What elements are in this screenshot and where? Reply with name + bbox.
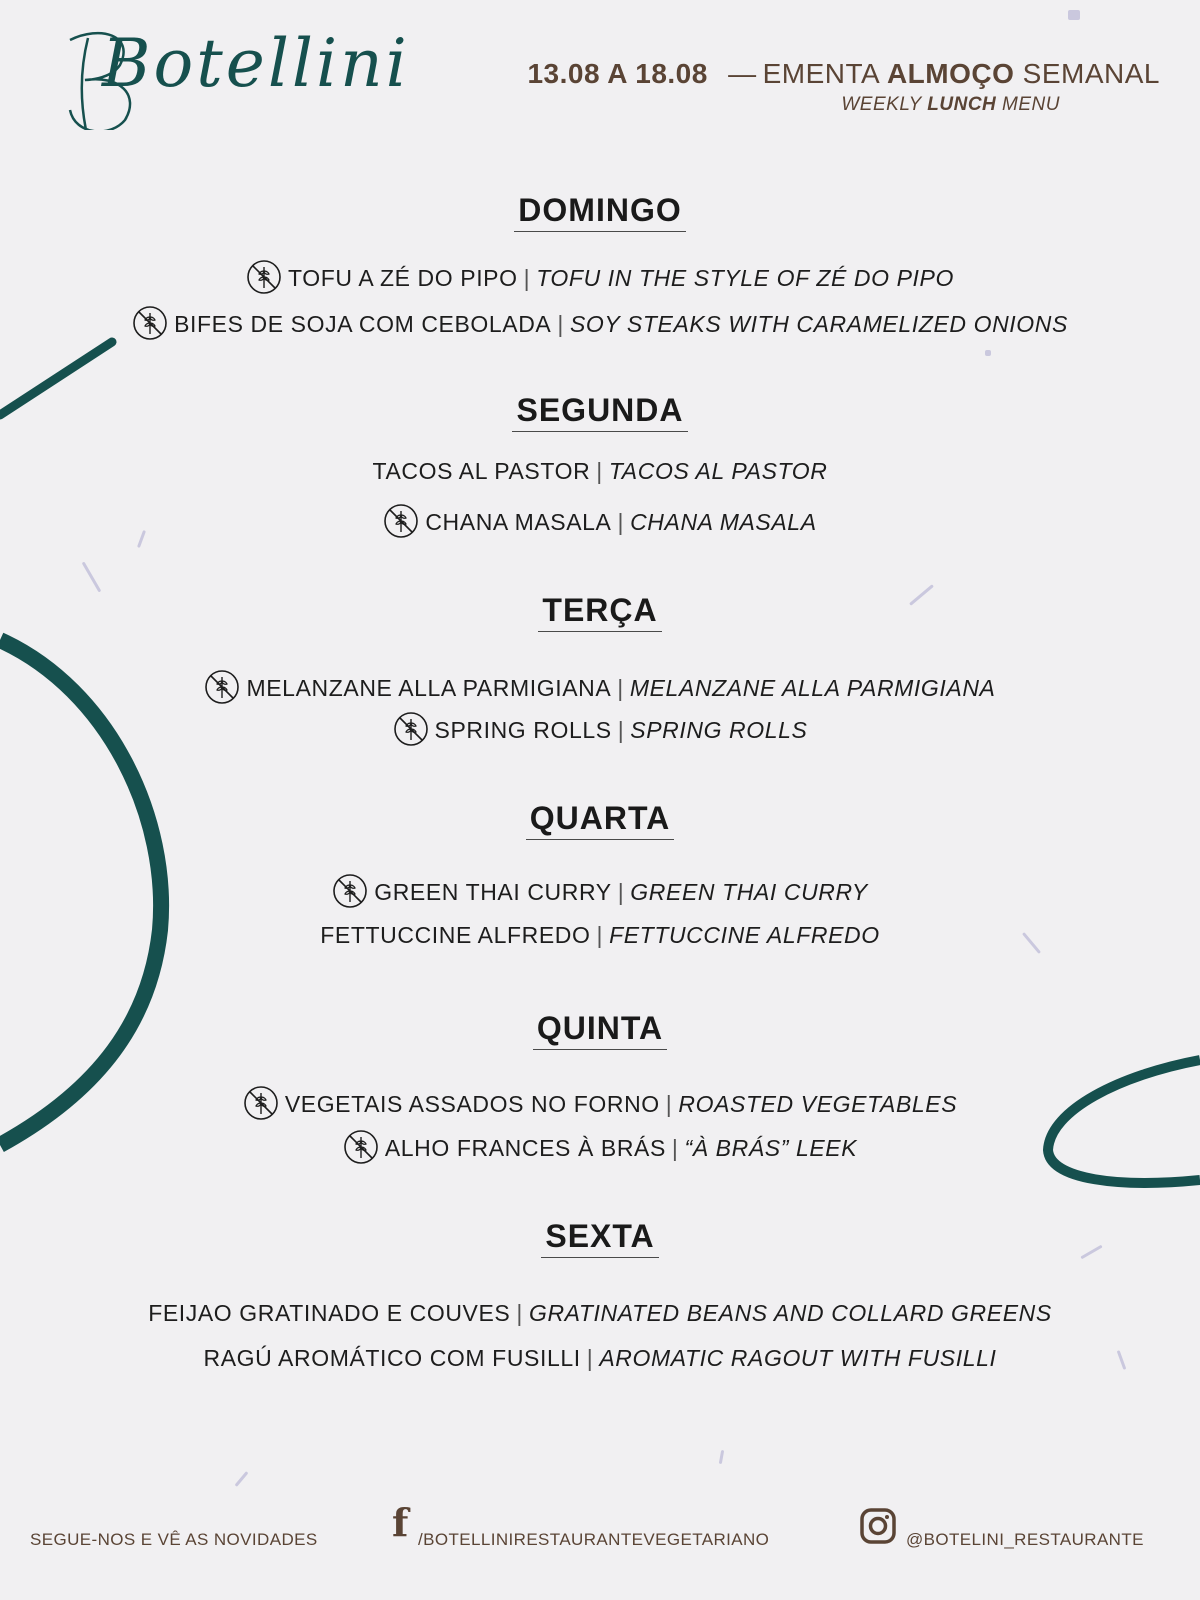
vegan-icon [243,1085,279,1121]
header-title-post: SEMANAL [1022,58,1160,89]
dish-separator: | [665,1091,673,1118]
menu-item [0,672,1200,708]
menu-item [0,922,1200,949]
menu-item [0,714,1200,750]
day-heading-label: SEXTA [541,1218,658,1258]
day-heading [0,1218,1200,1258]
day-heading [0,392,1200,432]
instagram-handle[interactable]: @BOTELINI_RESTAURANTE [906,1530,1144,1549]
menu-item [0,458,1200,485]
dish-name-en: MELANZANE ALLA PARMIGIANA [629,675,996,702]
logo-wordmark: Botellini [102,25,410,102]
dish-name-en: SPRING ROLLS [630,717,808,744]
dish-separator: | [617,509,625,536]
day-heading [0,1010,1200,1050]
dish-name-pt: ALHO FRANCES À BRÁS [384,1135,666,1162]
dish-name-pt: BIFES DE SOJA COM CEBOLADA [174,311,552,338]
dish-name-pt: RAGÚ AROMÁTICO COM FUSILLI [203,1345,581,1371]
header-subtitle-post: MENU [1002,94,1060,115]
vegan-icon [343,1129,379,1165]
dish-separator: | [617,675,624,702]
menu-item [0,1132,1200,1168]
dish-name-en: GREEN THAI CURRY [630,879,868,906]
dish-name-en: ROASTED VEGETABLES [678,1091,958,1118]
day-heading-label: QUINTA [533,1010,667,1050]
footer-follow-text: SEGUE-NOS E VÊ AS NOVIDADES [30,1530,318,1549]
menu-item [0,1345,1200,1372]
dish-name-pt: MELANZANE ALLA PARMIGIANA [246,675,612,702]
day-heading [0,800,1200,840]
header-title-bold: ALMOÇO [886,58,1015,89]
vegan-icon [332,873,368,909]
dish-name-pt: FETTUCCINE ALFREDO [320,922,591,948]
dish-separator: | [617,717,625,744]
menu-item [0,876,1200,912]
dish-separator: | [557,311,564,338]
menu-item [0,506,1200,542]
date-range: 13.08 A 18.08 [527,58,708,89]
facebook-icon[interactable]: f [392,1500,409,1545]
header-dash: — [728,58,757,89]
dish-name-en: FETTUCCINE ALFREDO [609,922,880,948]
day-heading [0,592,1200,632]
dish-name-pt: TACOS AL PASTOR [372,458,591,484]
dish-name-en: GRATINATED BEANS AND COLLARD GREENS [528,1300,1052,1326]
day-heading-label: TERÇA [538,592,661,632]
vegan-icon [204,669,240,705]
vegan-icon [246,259,282,295]
vegan-icon [132,305,168,341]
header-subtitle-pre: WEEKLY [841,94,922,115]
dish-name-en: SOY STEAKS WITH CARAMELIZED ONIONS [569,311,1068,338]
header-subtitle [527,94,1160,116]
dish-name-pt: CHANA MASALA [425,509,612,536]
menu-item [0,308,1200,344]
dish-name-pt: SPRING ROLLS [434,717,612,744]
header-title-line [527,58,1160,90]
dish-name-pt: TOFU A ZÉ DO PIPO [288,265,518,292]
dish-name-en: TACOS AL PASTOR [608,458,828,484]
dish-separator: | [516,1300,523,1326]
instagram-icon[interactable] [860,1508,896,1544]
restaurant-logo [40,20,410,130]
dish-separator: | [586,1345,594,1371]
menu-header [527,58,1160,116]
menu-item [0,1088,1200,1124]
day-heading-label: DOMINGO [514,192,685,232]
dish-name-en: TOFU IN THE STYLE OF ZÉ DO PIPO [536,265,954,292]
day-heading-label: SEGUNDA [512,392,687,432]
dish-separator: | [671,1135,679,1162]
dish-name-pt: GREEN THAI CURRY [374,879,612,906]
dish-name-en: AROMATIC RAGOUT WITH FUSILLI [599,1345,997,1371]
dish-separator: | [596,458,603,484]
menu-item [0,262,1200,298]
vegan-icon [393,711,429,747]
dish-name-en: CHANA MASALA [630,509,817,536]
header-subtitle-bold: LUNCH [927,94,997,115]
vegan-icon [383,503,419,539]
header-title-pre: EMENTA [762,58,879,89]
day-heading-label: QUARTA [526,800,675,840]
dish-name-pt: FEIJAO GRATINADO E COUVES [148,1300,511,1326]
day-heading [0,192,1200,232]
dish-name-en: “À BRÁS” LEEK [684,1135,858,1162]
dish-name-pt: VEGETAIS ASSADOS NO FORNO [284,1091,660,1118]
dish-separator: | [617,879,625,906]
menu-item [0,1300,1200,1327]
dish-separator: | [596,922,604,948]
facebook-handle[interactable]: /BOTELLINIRESTAURANTEVEGETARIANO [418,1530,770,1549]
dish-separator: | [523,265,531,292]
